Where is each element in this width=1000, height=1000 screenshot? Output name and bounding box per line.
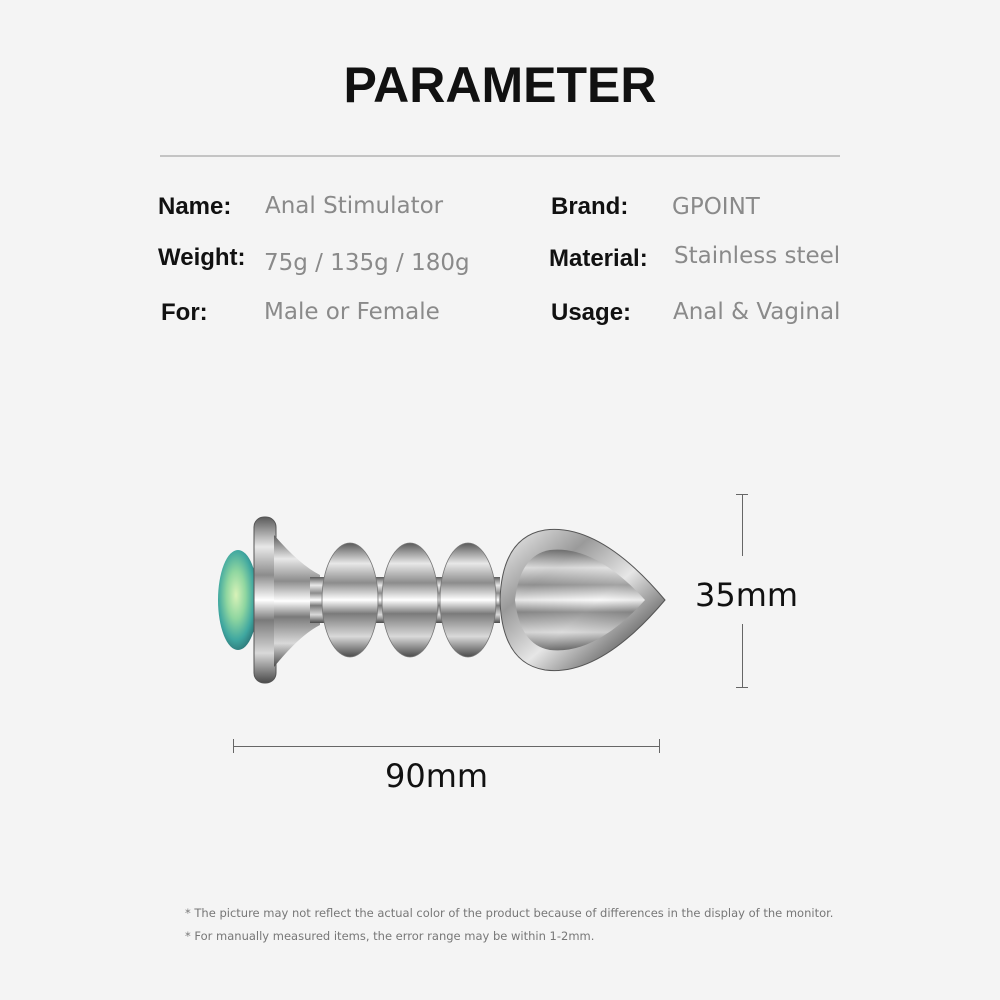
dimension-line <box>233 746 659 747</box>
brand-label: Brand: <box>551 193 629 220</box>
dimension-tick <box>736 687 748 688</box>
divider <box>160 155 840 157</box>
dimension-tick <box>659 739 660 753</box>
material-label: Material: <box>549 245 648 272</box>
height-dimension: 35mm <box>695 576 799 614</box>
material-value: Stainless steel <box>674 243 841 269</box>
product-image <box>210 505 680 695</box>
for-value: Male or Female <box>264 299 440 325</box>
dimension-line <box>742 624 743 687</box>
gem-icon <box>218 550 258 650</box>
usage-label: Usage: <box>551 299 632 326</box>
name-label: Name: <box>158 193 232 220</box>
usage-value: Anal & Vaginal <box>673 299 841 325</box>
name-value: Anal Stimulator <box>265 193 444 219</box>
weight-label: Weight: <box>158 244 246 271</box>
for-label: For: <box>161 299 208 326</box>
brand-value: GPOINT <box>672 194 760 220</box>
dimension-line <box>742 494 743 556</box>
footnote: * The picture may not reflect the actual color of the product because of differences in the display of the monitor. <box>185 906 834 920</box>
weight-value: 75g / 135g / 180g <box>264 250 470 276</box>
page-title: PARAMETER <box>343 57 657 113</box>
length-dimension: 90mm <box>385 757 489 795</box>
footnote: * For manually measured items, the error range may be within 1-2mm. <box>185 929 595 943</box>
